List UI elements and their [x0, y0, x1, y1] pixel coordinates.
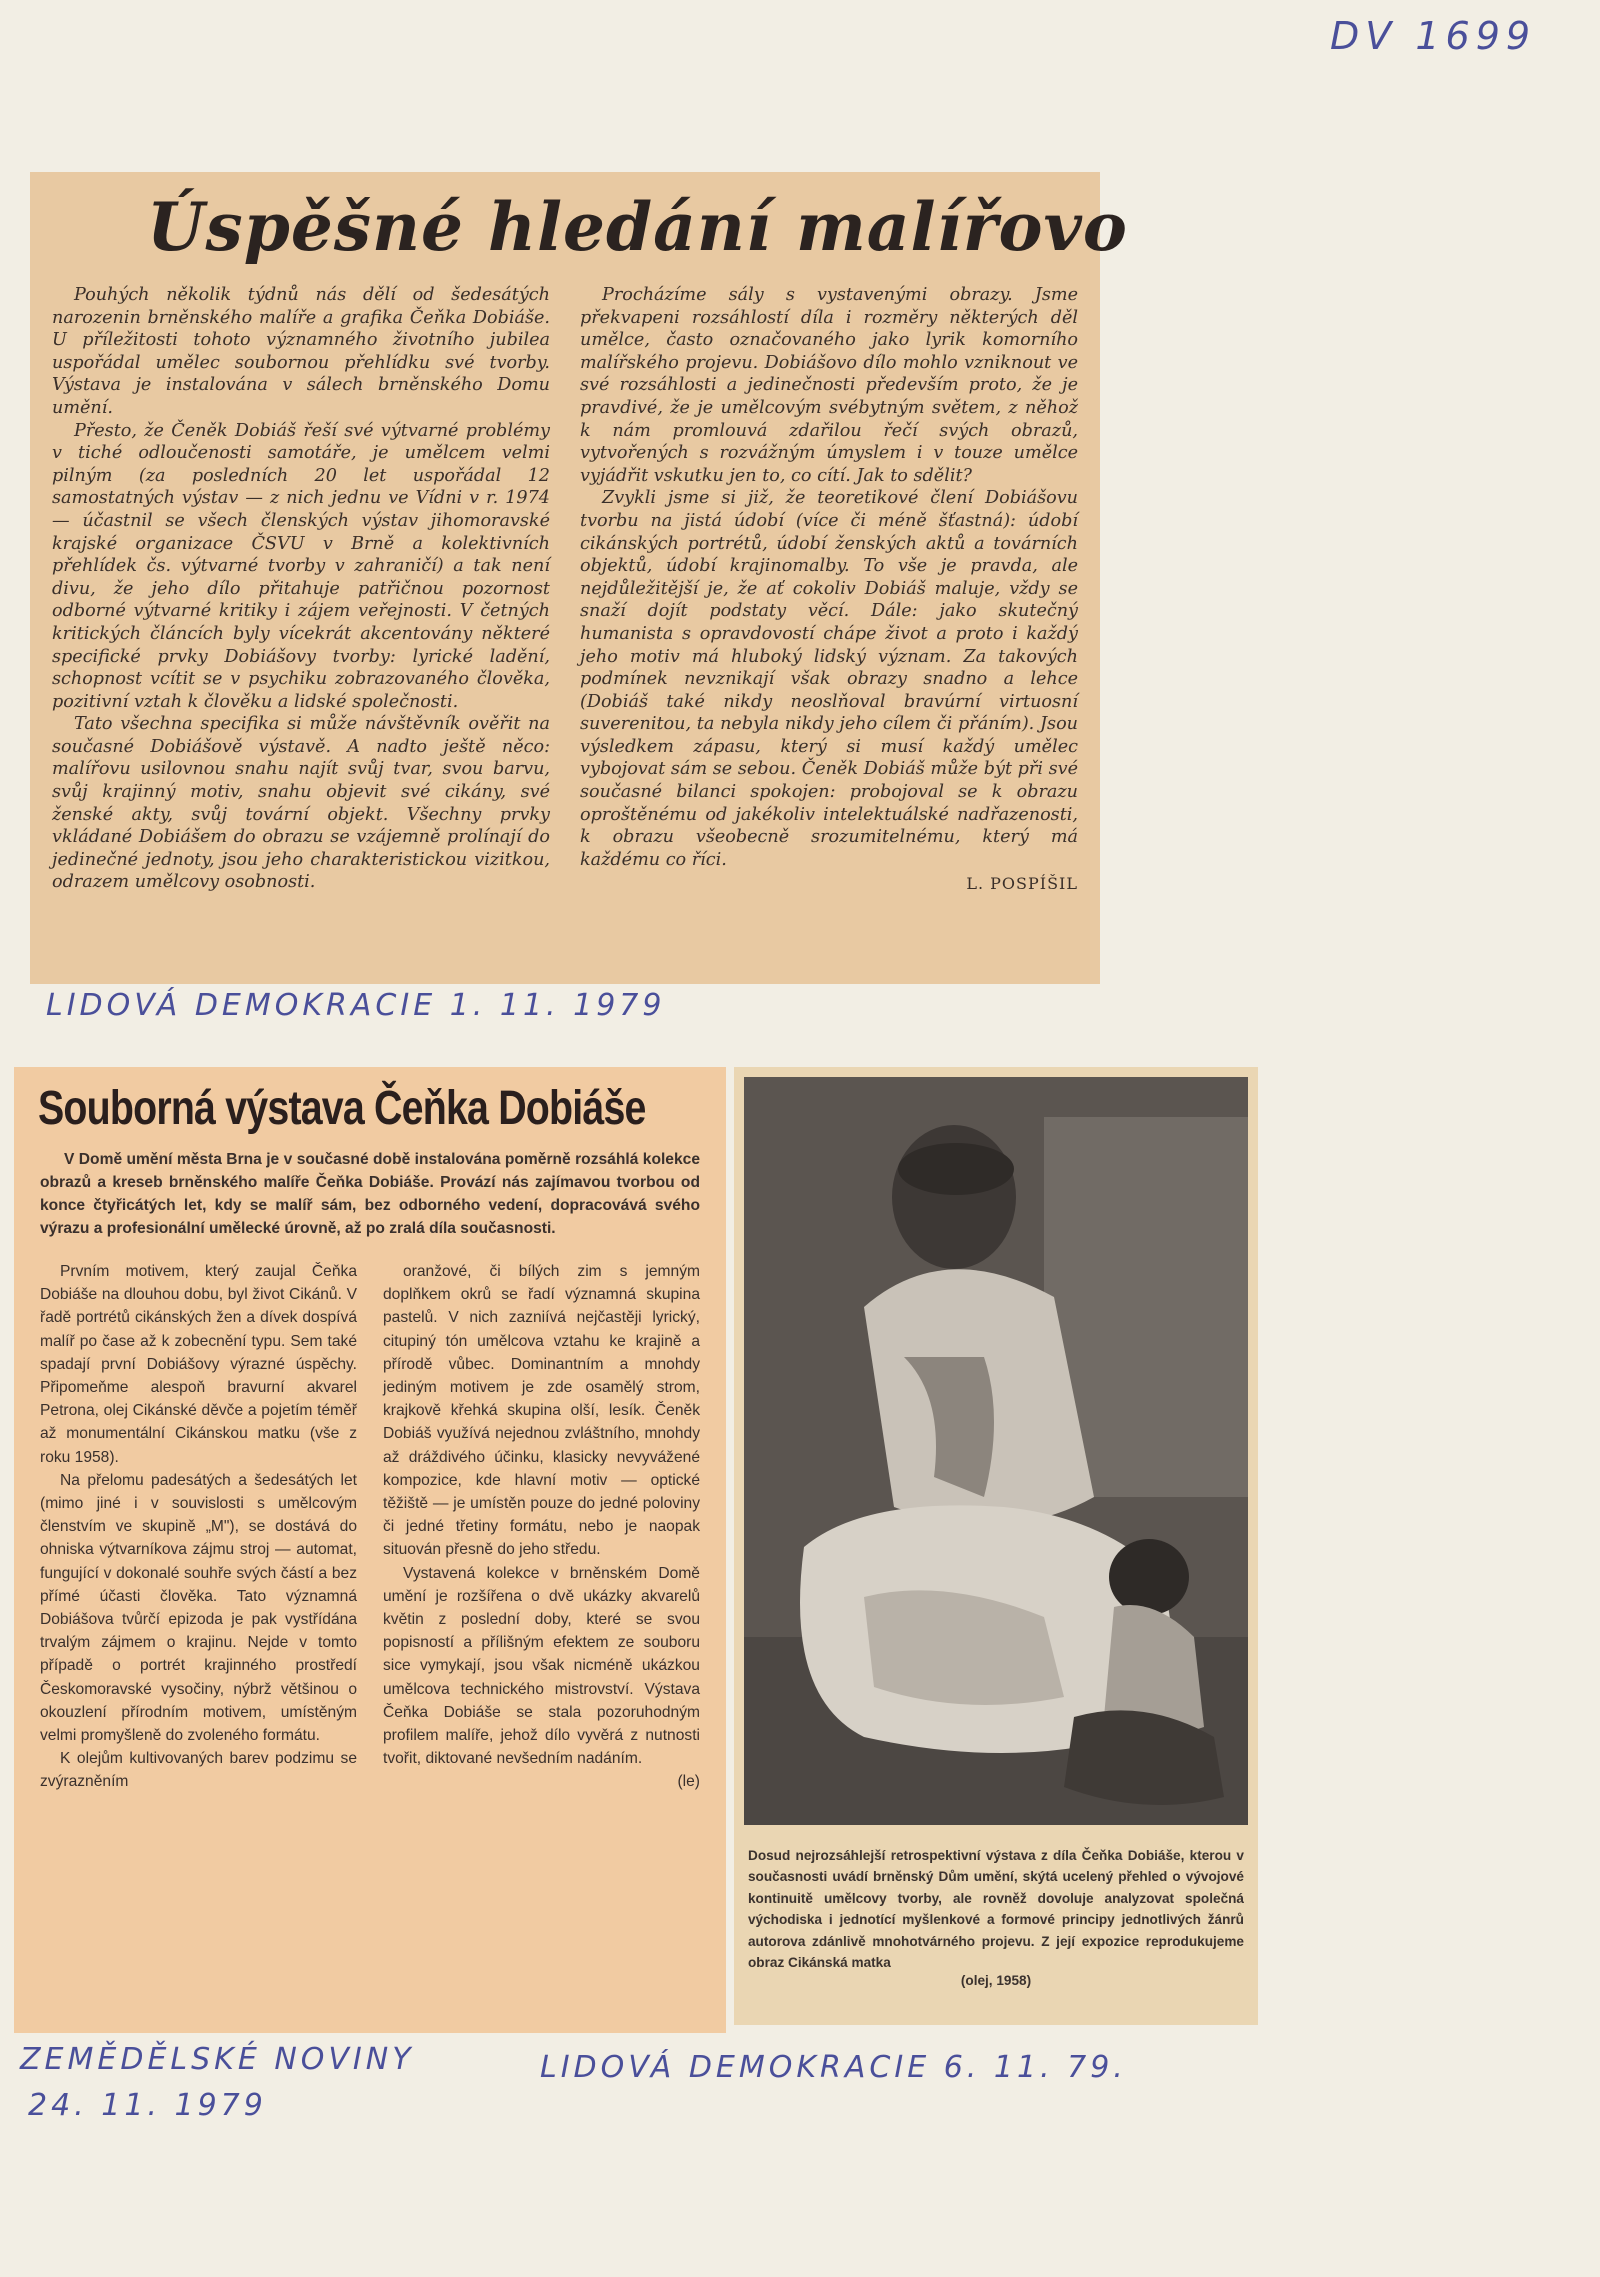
article-2-lead: V Domě umění města Brna je v současné době instalována poměrně rozsáhlá kolekce obrazů a kreseb brněnského malíře Čeňka Dobiáše. Provází nás zajímavou tvorbou od konce čtyřicátých let, kdy se malíř sám, bez odborného vedení, dopracovává svého výrazu a profesionální umělecké úrovně, až po zralá díla současnosti.: [40, 1151, 700, 1237]
clipping-article-1: [30, 172, 1128, 984]
paragraph: Zvykli jsme si již, že teoretikové člení Dobiášovu tvorbu na jistá údobí (více či méně šťastná): údobí cikánských portrétů, údobí ženských aktů a továrních objektů, údobí krajinomalby. To vše je pravda, ale nejdůležitější je, že ať cokoliv Dobiáš maluje, vždy se snaží dojít podstaty věcí. Dále: jako skutečný humanista s opravdovostí chápe život a proto i každý jeho motiv má hluboký lidský význam. Za takových podmínek nevznikají však obrazy snadno a lehce (Dobiáš také nikdy neoslňoval bravúrní virtuosní suverenitou, ta nebyla nikdy jeho cílem či přáním). Jsou výsledkem zápasu, který si musí každý umělec vybojovat sám se sebou. Čeněk Dobiáš může být při své současné bilanci spokojen: probojoval se k obrazu oproštěnému od jakékoliv intelektuálské nadřazenosti, k obrazu všeobecně srozumitelnému, který má každému co říci.: [580, 488, 1078, 870]
paragraph: Pouhých několik týdnů nás dělí od šedesátých narozenin brněnského malíře a grafika Čeňka Dobiáše. U příležitosti tohoto významného životního jubilea uspořádal umělec soubornou přehlídku své tvorby. Výstava je instalována v sálech brněnského Domu umění.: [52, 285, 550, 418]
paragraph: Tato všechna specifika si může návštěvník ověřit na současné Dobiášově výstavě. A nadto ještě něco: malířovu usilovnou snahu najít svůj tvar, svou barvu, svůj krajinný motiv, snahu objevit své cikány, své ženské akty, svůj tovární objekt. Všechny prvky vkládané Dobiášem do obrazu se vzájemně prolínají do jedinečné jednoty, jsou jeho charakteristickou vizitkou, odrazem umělcovy osobnosti.: [52, 714, 550, 893]
paragraph: Vystavená kolekce v brněnském Domě umění je rozšířena o dvě ukázky akvarelů květin z poslední doby, které se svou popisností a přílišným efektem ze souboru sice vymykají, jsou však nicméně ukázkou umělcova technického mistrovství. Výstava Čeňka Dobiáše se stala pozoruhodným profilem malíře, jehož dílo vyvěrá z nutnosti tvořit, diktované nevšedním nadáním.: [383, 1564, 700, 1768]
source-note-2: ZEMĚDĚLSKÉ NOVINY: [20, 2042, 415, 2077]
article-2-author: (le): [677, 1773, 700, 1791]
article-2-column-2: [383, 1260, 700, 1794]
source-note-2-date: 24. 11. 1979: [28, 2088, 267, 2123]
photo-caption: Dosud nejrozsáhlejší retrospektivní výstava z díla Čeňka Dobiáše, kterou v současnosti uvádí brněnský Dům umění, skýtá ucelený přehled o vývojové kontinuitě umělcovy tvorby, ale rovněž dovoluje analyzovat společná východiska i jednotící myšlenkové a formové principy jednotlivých žánrů autorova zdánlivě mnohotvárného projevu. Z její expozice reprodukujeme obraz Cikánská matka: [748, 1848, 1244, 1971]
photo-caption-credit: (olej, 1958): [960, 1973, 1032, 1989]
article-1-column-2: [580, 284, 1078, 896]
article-1-author: L. POSPÍŠIL: [966, 874, 1078, 894]
source-note-3: LIDOVÁ DEMOKRACIE 6. 11. 79.: [540, 2050, 1127, 2085]
painting-reproduction: [744, 1077, 1248, 1825]
article-2-title: Souborná výstava Čeňka Dobiáše: [38, 1082, 646, 1135]
article-1-title: Úspěšné hledání malířovo: [147, 188, 1128, 266]
clipping-article-2: [14, 1067, 726, 2033]
paragraph: K olejům kultivovaných barev podzimu se zvýrazněním: [40, 1750, 357, 1791]
article-2-column-1: [40, 1260, 357, 1794]
paragraph: oranžové, či bílých zim s jemným doplňkem okrů se řadí významná skupina pastelů. V nich zazniívá nejčastěji lyrický, citupiný tón umělcova vztahu ke krajině a přírodě vůbec. Dominantním a mnohdy jediným motivem je zde osamělý strom, krajkově křehká skupina olší, lesík. Čeněk Dobiáš využívá nejednou zvláštního, mnohdy až dráždivého účinku, klasicky nevyvážené kompozice, kde hlavní motiv — optické těžiště — je umístěn pouze do jedné poloviny či jedné třetiny formátu, nebo je naopak situován přesně do jeho středu.: [383, 1263, 700, 1559]
clipping-photo: [734, 1067, 1258, 2025]
paragraph: Na přelomu padesátých a šedesátých let (mimo jiné i v souvislosti s umělcovým členstvím ve skupině „M"), se dostává do ohniska výtvarníkova zájmu stroj — automat, fungující v dokonalé souhře svých částí a bez přímé účasti člověka. Tato významná Dobiášova tvůrčí epizoda je pak vystřídána trvalým zájmem o krajinu. Nejde v tomto případě o portrét krajinného prostředí Českomoravské vysočiny, nýbrž většinou o okouzlení přírodním motivem, umístěným velmi promyšleně do zvoleného formátu.: [40, 1471, 357, 1745]
painting-image: [744, 1077, 1248, 1825]
paragraph: Přesto, že Čeněk Dobiáš řeší své výtvarné problémy v tiché odloučenosti samotáře, je umělcem velmi pilným (za posledních 20 let uspořádal 12 samostatných výstav — z nich jednu ve Vídni v r. 1974 — účastnil se všech členských výstav jihomoravské krajské organizace ČSVU v Brně a kolektivních přehlídek čs. výtvarné tvorby v zahraničí) a tak není divu, že jeho dílo přitahuje patřičnou pozornost odborné výtvarné kritiky i zájem veřejnosti. V četných kritických článcích byly vícekrát akcentovány některé specifické prvky Dobiášovy tvorby: lyrické ladění, schopnost vcítit se v psychiku zobrazovaného člověka, pozitivní vztah k člověku a lidské společnosti.: [52, 420, 550, 712]
paragraph: Procházíme sály s vystavenými obrazy. Jsme překvapeni rozsáhlostí díla i rozměry některých děl umělce, často označovaného jako lyrik komorního malířského projevu. Dobiášovo dílo mohlo vzniknout ve své rozsáhlosti a jedinečnosti především proto, že je pravdivé, že je umělcovým svébytným světem, z něhož k nám promlouvá zdařilou řečí svých obrazů, vytvořených s rozvážným úmyslem i v touze umělce vyjádřit vskutku jen to, co cítí. Jak to sdělit?: [580, 285, 1078, 486]
source-note-1: LIDOVÁ DEMOKRACIE 1. 11. 1979: [46, 988, 666, 1023]
archive-mark: DV 1699: [1330, 14, 1537, 58]
article-1-column-1: [52, 284, 550, 896]
paragraph: Prvním motivem, který zaujal Čeňka Dobiáše na dlouhou dobu, byl život Cikánů. V řadě portrétů cikánských žen a dívek dospívá malíř po čase až k zobecnění typu. Sem také spadají první Dobiášovy výrazné úspěchy. Připomeňme alespoň bravurní akvarel Petrona, olej Cikánské děvče a pojetím téměř až monumentální Cikánskou matku (vše z roku 1958).: [40, 1263, 357, 1466]
